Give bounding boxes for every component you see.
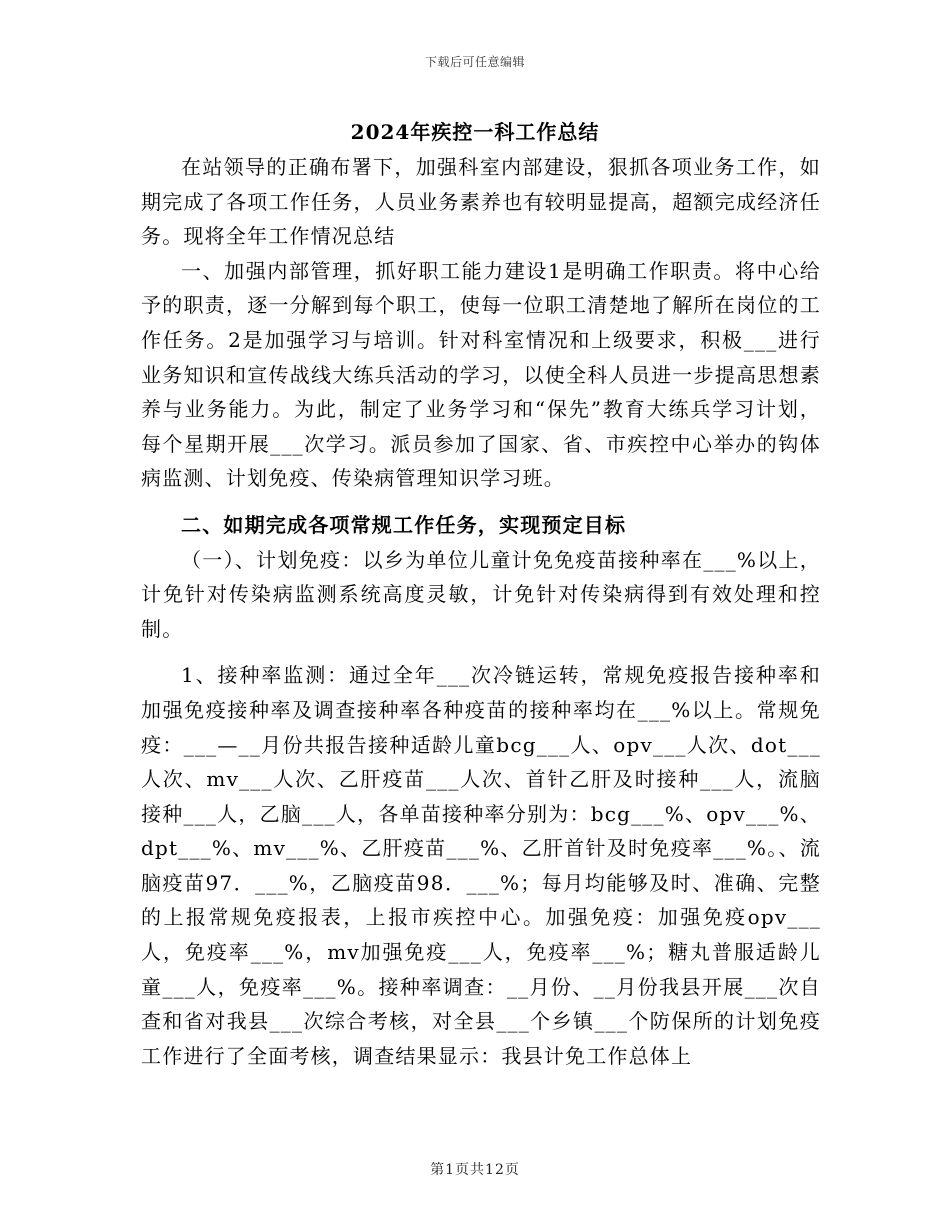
paragraph-section-one: 一、加强内部管理，抓好职工能力建设1是明确工作职责。将中心给予的职责，逐一分解到每个职工，使每一位职工清楚地了解所在岗位的工作任务。2是加强学习与培训。针对科室情况和上级要求，积极___进行业务知识和宣传战线大练兵活动的学习，以使全科人员进一步提高思想素养与业务能力。为此，制定了业务学习和“保先”教育大练兵学习计划，每个星期开展___次学习。派员参加了国家、省、市疾控中心举办的钩体病监测、计划免疫、传染病管理知识学习班。 <box>141 258 821 491</box>
paragraph-immunization: （一）、计划免疫：以乡为单位儿童计免免疫苗接种率在___%以上，计免针对传染病监测系统高度灵敏，计免针对传染病得到有效处理和控制。 <box>141 547 821 641</box>
document-title: 2024年疾控一科工作总结 <box>350 120 600 144</box>
page-number-footer: 第1页共12页 <box>430 1162 520 1178</box>
header-note: 下载后可任意编辑 <box>424 55 525 69</box>
paragraph-intro: 在站领导的正确布署下，加强科室内部建设，狠抓各项业务工作，如期完成了各项工作任务，人员业务素养也有较明显提高，超额完成经济任务。现将全年工作情况总结 <box>141 155 821 249</box>
section-heading-two: 二、如期完成各项常规工作任务，实现预定目标 <box>181 512 627 537</box>
paragraph-vaccination-rate: 1、接种率监测：通过全年___次冷链运转，常规免疫报告接种率和加强免疫接种率及调查接种率各种疫苗的接种率均在___%以上。常规免疫：___—__月份共报告接种适龄儿童bcg___人、opv___人次、dot___人次、mv___人次、乙肝疫苗___人次、首针乙肝及时接种___人，流脑接种___人，乙脑___人，各单苗接种率分别为：bcg___%、opv___%、dpt___%、mv___%、乙肝疫苗___%、乙肝首针及时免疫率___%。、流脑疫苗97．___%，乙脑疫苗98．___%；每月均能够及时、准确、完整的上报常规免疫报表，上报市疾控中心。加强免疫：加强免疫opv___人，免疫率___%，mv加强免疫___人，免疫率___%；糖丸普服适龄儿童___人，免疫率___%。接种率调查：__月份、__月份我县开展___次自查和省对我县___次综合考核，对全县___个乡镇___个防保所的计划免疫工作进行了全面考核，调查结果显示：我县计免工作总体上 <box>141 663 821 1068</box>
document-body <box>141 150 821 1073</box>
